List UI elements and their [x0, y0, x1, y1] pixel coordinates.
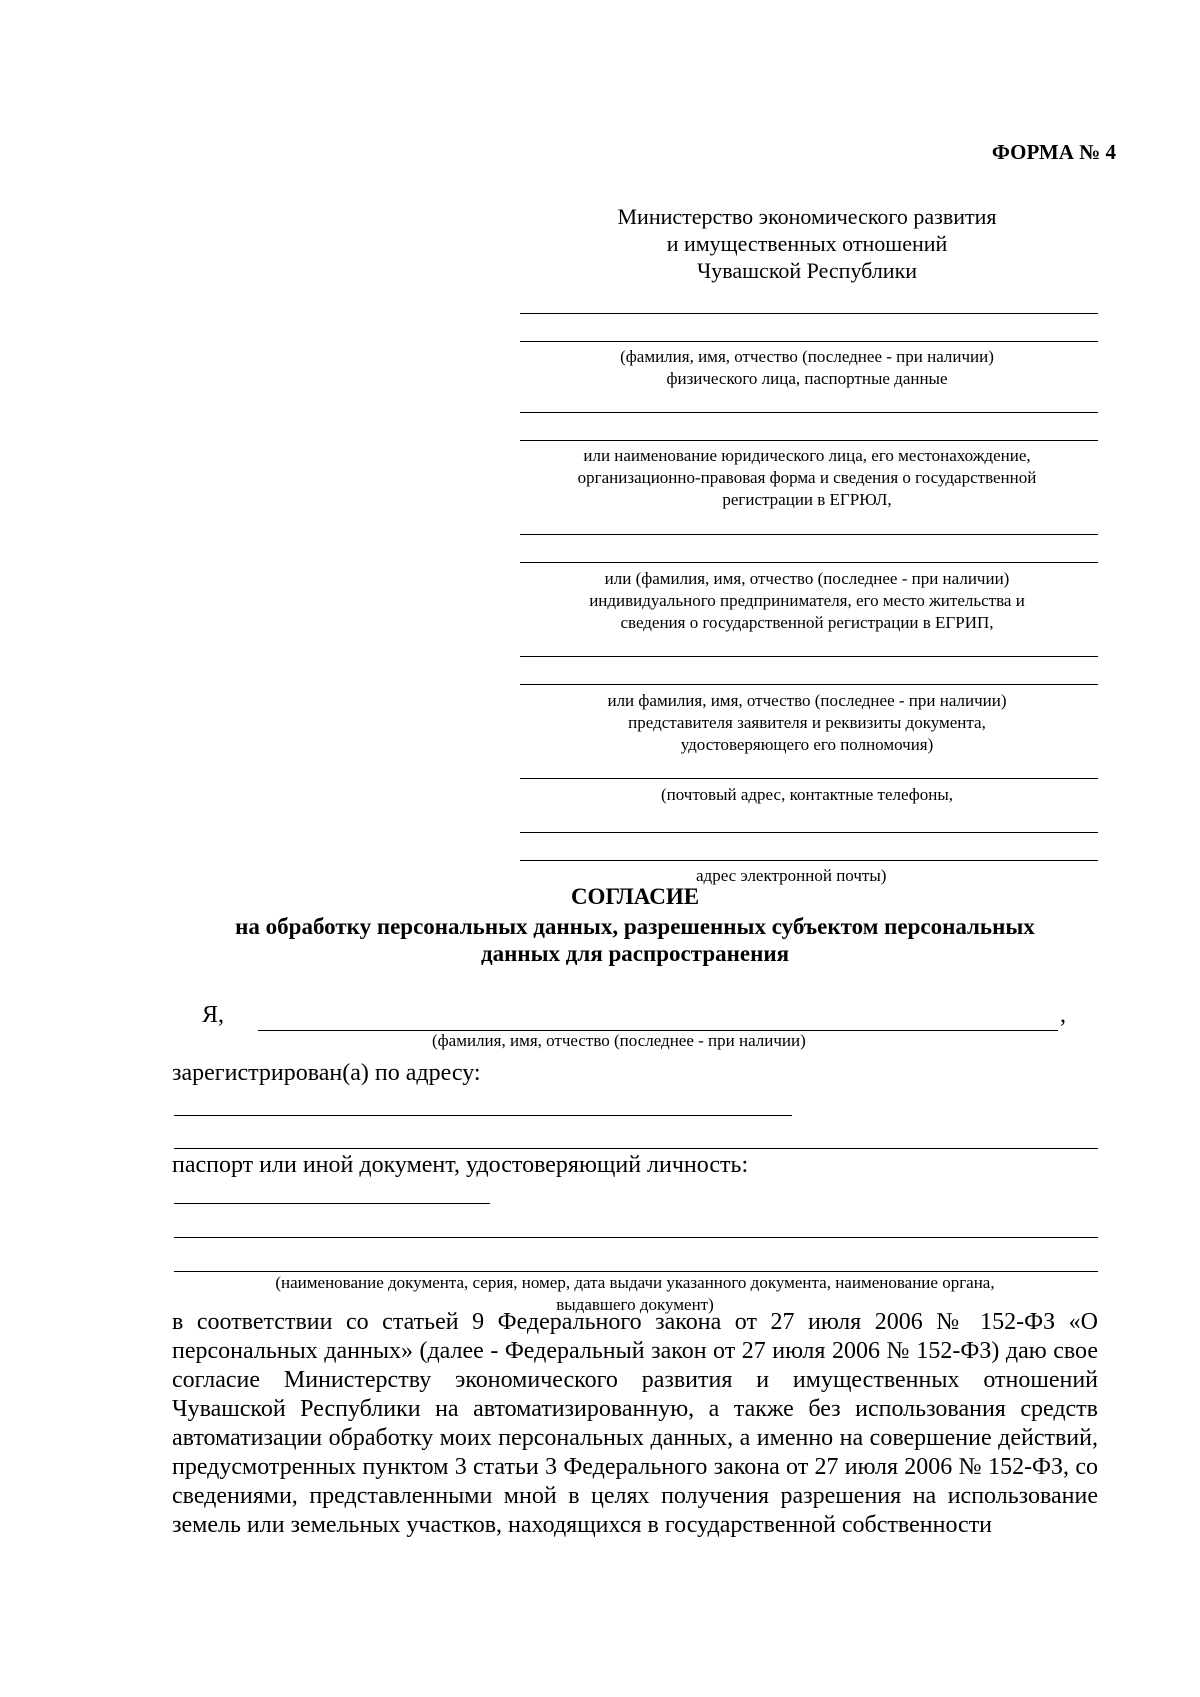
- postal-blank-line[interactable]: [520, 778, 1098, 779]
- registered-address-label: зарегистрирован(а) по адресу:: [172, 1060, 481, 1086]
- email-blank-line-1[interactable]: [520, 832, 1098, 833]
- declarant-name-caption: (фамилия, имя, отчество (последнее - при наличии): [432, 1031, 806, 1050]
- rep-blank-line-1[interactable]: [520, 656, 1098, 657]
- ip-blank-line-1[interactable]: [520, 534, 1098, 535]
- registered-address-line-1[interactable]: [174, 1115, 792, 1116]
- declarant-prefix: Я,: [202, 1002, 225, 1028]
- postal-caption: (почтовый адрес, контактные телефоны,: [660, 785, 954, 804]
- applicant-blank-line-2[interactable]: [520, 341, 1098, 342]
- passport-label: паспорт или иной документ, удостоверяющий личность:: [172, 1152, 749, 1178]
- passport-caption: (наименование документа, серия, номер, дата выдачи указанного документа, наименование органа, выдавшего документ): [275, 1273, 995, 1314]
- person-caption: (фамилия, имя, отчество (последнее - при наличии) физического лица, паспортные данные: [620, 347, 994, 388]
- entrepreneur-caption: или (фамилия, имя, отчество (последнее - при наличии) индивидуального предпринимателя, его место жительства и сведения о государственной регистрации в ЕГРИП,: [589, 569, 1025, 632]
- document-title: СОГЛАСИЕ: [570, 884, 700, 909]
- legal-blank-line-1[interactable]: [520, 412, 1098, 413]
- representative-caption: или фамилия, имя, отчество (последнее - при наличии) представителя заявителя и реквизиты документа, удостоверяющего его полномочия): [607, 691, 1007, 754]
- email-caption: адрес электронной почты): [696, 866, 887, 885]
- ip-blank-line-2[interactable]: [520, 562, 1098, 563]
- applicant-blank-line-1[interactable]: [520, 313, 1098, 314]
- passport-line-1[interactable]: [174, 1203, 490, 1204]
- recipient-line-1: Министерство экономического развития: [617, 204, 997, 229]
- legal-blank-line-2[interactable]: [520, 440, 1098, 441]
- recipient-line-3: Чувашской Республики: [696, 258, 918, 283]
- rep-blank-line-2[interactable]: [520, 684, 1098, 685]
- recipient-ministry: [516, 203, 1098, 284]
- legal-entity-caption: или наименование юридического лица, его местонахождение, организационно-правовая форма и сведения о государственной регистрации в ЕГРЮЛ,: [577, 446, 1037, 509]
- passport-line-2[interactable]: [174, 1237, 1098, 1238]
- email-blank-line-2[interactable]: [520, 860, 1098, 861]
- form-number: ФОРМА № 4: [991, 140, 1116, 164]
- document-subtitle: на обработку персональных данных, разрешенных субъектом персональных данных для распространения: [235, 914, 1035, 966]
- consent-paragraph: в соответствии со статьей 9 Федерального закона от 27 июля 2006 № 152-ФЗ «О персональных данных» (далее - Федеральный закон от 27 июля 2006 № 152-ФЗ) даю свое согласие Министерству экономического развития и имущественных отношений Чувашской Республики на автоматизированную, а также без использования средств автоматизации обработку моих персональных данных, а именно на совершение действий, предусмотренных пунктом 3 статьи 3 Федерального закона от 27 июля 2006 № 152-ФЗ, со сведениями, представленными мной в целях получения разрешения на использование земель или земельных участков, находящихся в государственной собственности: [172, 1309, 1098, 1538]
- registered-address-line-2[interactable]: [174, 1148, 1098, 1149]
- recipient-line-2: и имущественных отношений: [666, 231, 948, 256]
- declarant-suffix: ,: [1060, 1002, 1066, 1028]
